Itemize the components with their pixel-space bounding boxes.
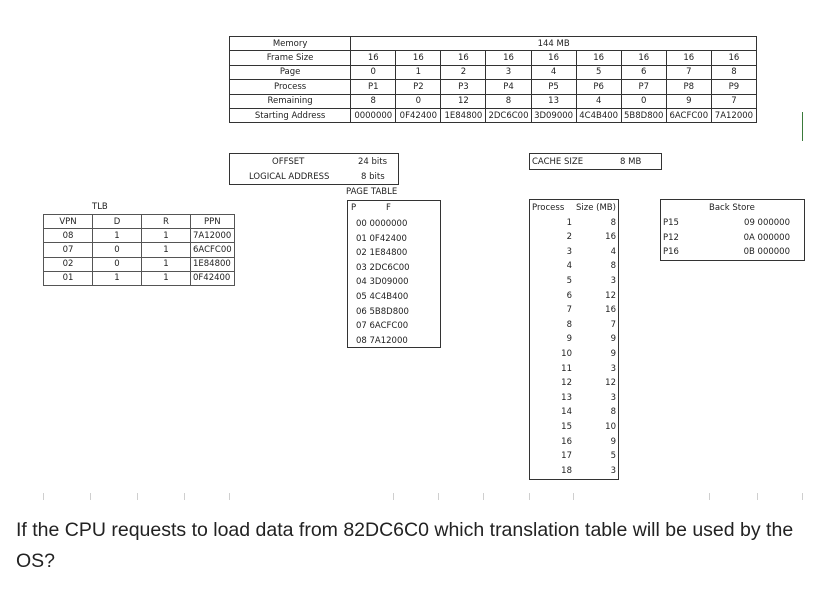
tlb-header: VPN bbox=[44, 215, 93, 229]
process-cell: P7 bbox=[621, 80, 666, 94]
tlb-cell: 1 bbox=[93, 229, 142, 243]
back-store-address: 09 000000 bbox=[744, 218, 790, 228]
process-id: 12 bbox=[561, 378, 572, 389]
process-cell: P3 bbox=[441, 80, 486, 94]
starting-address-cell: 0F42400 bbox=[396, 108, 441, 122]
remaining-cell: 0 bbox=[621, 94, 666, 108]
frame-size-cell: 16 bbox=[621, 51, 666, 65]
grid-mark bbox=[757, 493, 758, 500]
process-id: 11 bbox=[561, 363, 572, 374]
tlb-cell: 0F42400 bbox=[191, 271, 235, 285]
tlb-cell: 08 bbox=[44, 229, 93, 243]
memory-table bbox=[229, 36, 757, 123]
page-table-header-p: P bbox=[351, 203, 357, 213]
back-store-address: 0B 000000 bbox=[743, 247, 790, 257]
page-table-row: 00 0000000 bbox=[356, 219, 408, 229]
page-table-row: 06 5B8D800 bbox=[356, 306, 409, 317]
process-id: 17 bbox=[561, 451, 572, 462]
question-text: If the CPU requests to load data from 82DC6C0 which translation table will be used by the OS? bbox=[16, 519, 794, 572]
back-store-title: Back Store bbox=[709, 203, 755, 213]
back-store-table bbox=[660, 199, 805, 261]
back-store-process: P16 bbox=[663, 247, 679, 257]
process-size: 9 bbox=[610, 334, 616, 345]
remaining-cell: 12 bbox=[441, 94, 486, 108]
frame-size-cell: 16 bbox=[351, 51, 396, 65]
process-id: 2 bbox=[566, 232, 572, 243]
process-cell: P4 bbox=[486, 80, 531, 94]
process-size: 3 bbox=[610, 465, 616, 476]
page-cell: 7 bbox=[666, 65, 711, 79]
process-size-table bbox=[529, 199, 619, 480]
remaining-cell: 8 bbox=[351, 94, 396, 108]
remaining-cell: 4 bbox=[576, 94, 621, 108]
process-cell: P2 bbox=[396, 80, 441, 94]
process-id: 13 bbox=[561, 392, 572, 403]
page-table-row: 05 4C4B400 bbox=[356, 292, 409, 302]
tlb-header-row bbox=[44, 215, 235, 229]
starting-address-cell: 2DC6C00 bbox=[486, 108, 531, 122]
starting-address-cell: 7A12000 bbox=[711, 108, 756, 122]
logical-address-label: LOGICAL ADDRESS bbox=[249, 172, 330, 182]
offset-value: 24 bits bbox=[358, 157, 388, 167]
row-label-memory: Memory bbox=[230, 37, 351, 51]
tlb-cell: 1 bbox=[142, 243, 191, 257]
tlb-cell: 0 bbox=[93, 257, 142, 271]
grid-mark bbox=[438, 493, 439, 500]
grid-mark bbox=[709, 493, 710, 500]
page-table-title: PAGE TABLE bbox=[346, 187, 398, 197]
starting-address-cell: 4C4B400 bbox=[576, 108, 621, 122]
grid-mark bbox=[229, 493, 230, 500]
process-cell: P8 bbox=[666, 80, 711, 94]
tlb-cell: 1 bbox=[142, 257, 191, 271]
starting-address-cell: 6ACFC00 bbox=[666, 108, 711, 122]
frame-size-cell: 16 bbox=[531, 51, 576, 65]
page-table-row: 03 2DC6C00 bbox=[356, 262, 410, 273]
page-table-row: 02 1E84800 bbox=[356, 248, 408, 259]
starting-address-cell: 0000000 bbox=[351, 108, 396, 122]
tlb-table bbox=[43, 214, 235, 286]
process-size: 9 bbox=[610, 348, 616, 359]
address-bits-box bbox=[229, 153, 399, 185]
row-label-remaining: Remaining bbox=[230, 94, 351, 108]
remaining-cell: 8 bbox=[486, 94, 531, 108]
process-id: 8 bbox=[566, 319, 572, 330]
page-cell: 8 bbox=[711, 65, 756, 79]
process-id: 1 bbox=[566, 217, 572, 228]
page-table-header-f: F bbox=[386, 203, 391, 213]
frame-size-cell: 16 bbox=[441, 51, 486, 65]
process-id: 5 bbox=[566, 275, 572, 286]
frame-size-cell: 16 bbox=[396, 51, 441, 65]
tlb-row bbox=[44, 243, 235, 257]
offset-label: OFFSET bbox=[272, 157, 305, 167]
process-size: 12 bbox=[605, 378, 616, 389]
tlb-row bbox=[44, 229, 235, 243]
process-id: 4 bbox=[566, 261, 572, 272]
starting-address-cell: 5B8D800 bbox=[621, 108, 666, 122]
grid-mark bbox=[483, 493, 484, 500]
page-cell: 6 bbox=[621, 65, 666, 79]
starting-address-cell: 3D09000 bbox=[531, 108, 576, 122]
frame-size-cell: 16 bbox=[711, 51, 756, 65]
page-table-row: 08 7A12000 bbox=[356, 335, 408, 346]
tlb-row bbox=[44, 257, 235, 271]
cache-size-value: 8 MB bbox=[620, 157, 642, 167]
process-id: 15 bbox=[561, 421, 572, 432]
page-table-row: 07 6ACFC00 bbox=[356, 321, 409, 332]
tlb-cell: 7A12000 bbox=[191, 229, 235, 243]
logical-address-value: 8 bits bbox=[361, 172, 385, 182]
process-id: 3 bbox=[566, 246, 572, 257]
process-header: Process bbox=[532, 203, 565, 213]
process-size: 8 bbox=[610, 407, 616, 418]
tlb-header: PPN bbox=[191, 215, 235, 229]
tlb-cell: 1 bbox=[142, 229, 191, 243]
size-header: Size (MB) bbox=[576, 203, 616, 213]
tlb-title: TLB bbox=[92, 202, 108, 212]
tlb-header: R bbox=[142, 215, 191, 229]
process-cell: P1 bbox=[351, 80, 396, 94]
row-label-page: Page bbox=[230, 65, 351, 79]
process-id: 10 bbox=[561, 348, 572, 359]
process-size: 16 bbox=[605, 232, 616, 243]
page-cell: 3 bbox=[486, 65, 531, 79]
row-label-process: Process bbox=[230, 80, 351, 94]
cache-size-box bbox=[529, 153, 662, 170]
page-cell: 5 bbox=[576, 65, 621, 79]
remaining-cell: 0 bbox=[396, 94, 441, 108]
tlb-cell: 02 bbox=[44, 257, 93, 271]
process-size: 5 bbox=[610, 451, 616, 462]
process-id: 18 bbox=[561, 465, 572, 476]
page-table bbox=[347, 200, 441, 348]
page-cell: 1 bbox=[396, 65, 441, 79]
process-size: 8 bbox=[610, 217, 616, 228]
row-label-starting-address: Starting Address bbox=[230, 108, 351, 122]
back-store-process: P12 bbox=[663, 233, 679, 243]
tlb-cell: 1 bbox=[93, 271, 142, 285]
cursor-marker bbox=[802, 112, 803, 141]
grid-mark bbox=[802, 493, 803, 500]
process-size: 10 bbox=[605, 421, 616, 432]
process-id: 6 bbox=[566, 290, 572, 301]
process-size: 7 bbox=[610, 319, 616, 330]
grid-mark bbox=[184, 493, 185, 500]
page-cell: 4 bbox=[531, 65, 576, 79]
process-size: 3 bbox=[610, 392, 616, 403]
grid-mark bbox=[573, 493, 574, 500]
page-cell: 2 bbox=[441, 65, 486, 79]
tlb-cell: 1 bbox=[142, 271, 191, 285]
frame-size-cell: 16 bbox=[666, 51, 711, 65]
grid-mark bbox=[393, 493, 394, 500]
cache-size-label: CACHE SIZE bbox=[532, 157, 584, 167]
page-table-row: 01 0F42400 bbox=[356, 233, 407, 244]
grid-mark bbox=[529, 493, 530, 500]
process-size: 3 bbox=[610, 363, 616, 374]
grid-mark bbox=[90, 493, 91, 500]
tlb-row bbox=[44, 271, 235, 285]
back-store-address: 0A 000000 bbox=[743, 233, 790, 243]
remaining-cell: 7 bbox=[711, 94, 756, 108]
remaining-cell: 13 bbox=[531, 94, 576, 108]
process-size: 16 bbox=[605, 305, 616, 316]
page-table-row: 04 3D09000 bbox=[356, 277, 409, 288]
remaining-cell: 9 bbox=[666, 94, 711, 108]
process-size: 4 bbox=[610, 246, 616, 257]
memory-total: 144 MB bbox=[351, 37, 757, 51]
process-cell: P6 bbox=[576, 80, 621, 94]
grid-mark bbox=[137, 493, 138, 500]
tlb-cell: 07 bbox=[44, 243, 93, 257]
tlb-header: D bbox=[93, 215, 142, 229]
back-store-process: P15 bbox=[663, 218, 679, 228]
row-label-frame-size: Frame Size bbox=[230, 51, 351, 65]
frame-size-cell: 16 bbox=[486, 51, 531, 65]
frame-size-cell: 16 bbox=[576, 51, 621, 65]
tlb-cell: 1E84800 bbox=[191, 257, 235, 271]
process-size: 8 bbox=[610, 261, 616, 272]
process-id: 16 bbox=[561, 436, 572, 447]
process-id: 9 bbox=[566, 334, 572, 345]
grid-mark bbox=[43, 493, 44, 500]
process-cell: P9 bbox=[711, 80, 756, 94]
starting-address-cell: 1E84800 bbox=[441, 108, 486, 122]
page-cell: 0 bbox=[351, 65, 396, 79]
process-cell: P5 bbox=[531, 80, 576, 94]
process-id: 7 bbox=[566, 305, 572, 316]
process-size: 12 bbox=[605, 290, 616, 301]
tlb-cell: 0 bbox=[93, 243, 142, 257]
process-size: 3 bbox=[610, 275, 616, 286]
tlb-cell: 01 bbox=[44, 271, 93, 285]
process-id: 14 bbox=[561, 407, 572, 418]
tlb-cell: 6ACFC00 bbox=[191, 243, 235, 257]
process-size: 9 bbox=[610, 436, 616, 447]
